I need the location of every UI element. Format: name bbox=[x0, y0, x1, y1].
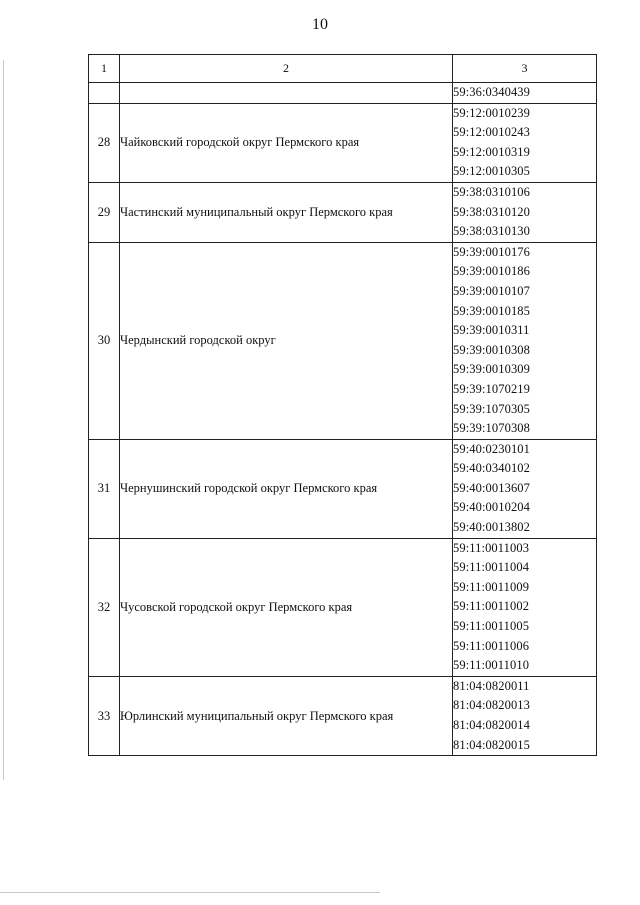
table-row bbox=[89, 676, 597, 755]
cadastral-code: 81:04:0820015 bbox=[453, 737, 530, 752]
cadastral-code: 59:40:0013802 bbox=[453, 520, 530, 535]
row-number-cell: 30 bbox=[89, 242, 120, 439]
cadastral-code: 59:11:0011006 bbox=[453, 638, 530, 653]
table-header-row bbox=[89, 55, 597, 83]
cadastral-codes-cell bbox=[453, 103, 597, 182]
scan-edge-line bbox=[3, 60, 4, 780]
table-body bbox=[89, 83, 597, 756]
cadastral-code: 59:12:0010243 bbox=[453, 125, 530, 140]
column-header-1: 1 bbox=[89, 55, 120, 83]
cadastral-table bbox=[88, 54, 597, 756]
column-header-3: 3 bbox=[453, 55, 597, 83]
cadastral-codes-cell bbox=[453, 538, 597, 676]
cadastral-codes-cell bbox=[453, 439, 597, 538]
cadastral-code: 81:04:0820013 bbox=[453, 698, 530, 713]
cadastral-code: 59:38:0310120 bbox=[453, 204, 530, 219]
cadastral-code: 59:36:0340439 bbox=[453, 85, 530, 99]
cadastral-code: 81:04:0820011 bbox=[453, 678, 530, 693]
cadastral-code: 59:12:0010319 bbox=[453, 144, 530, 159]
table-row bbox=[89, 103, 597, 182]
cadastral-codes-cell bbox=[453, 242, 597, 439]
cadastral-code: 59:39:0010185 bbox=[453, 303, 530, 318]
cadastral-code: 59:11:0011004 bbox=[453, 560, 530, 575]
municipality-name-cell: Частинский муниципальный округ Пермского края bbox=[120, 182, 453, 242]
cadastral-code: 59:39:0010309 bbox=[453, 362, 530, 377]
municipality-name-cell: Юрлинский муниципальный округ Пермского края bbox=[120, 676, 453, 755]
municipality-name-cell: Чердынский городской округ bbox=[120, 242, 453, 439]
cadastral-code: 59:11:0011002 bbox=[453, 599, 530, 614]
cadastral-code: 59:39:0010308 bbox=[453, 342, 530, 357]
cadastral-code: 81:04:0820014 bbox=[453, 718, 530, 732]
municipality-name-cell: Чайковский городской округ Пермского края bbox=[120, 103, 453, 182]
cadastral-code: 59:39:0010176 bbox=[453, 244, 530, 259]
cadastral-code: 59:11:0011010 bbox=[453, 658, 530, 673]
column-header-2: 2 bbox=[120, 55, 453, 83]
cadastral-code: 59:40:0013607 bbox=[453, 480, 530, 495]
row-number-cell: 28 bbox=[89, 103, 120, 182]
cadastral-code: 59:11:0011009 bbox=[453, 579, 530, 594]
row-number-cell: 32 bbox=[89, 538, 120, 676]
municipality-name-cell: Чусовской городской округ Пермского края bbox=[120, 538, 453, 676]
cadastral-code: 59:11:0011003 bbox=[453, 540, 530, 555]
cadastral-codes-cell bbox=[453, 182, 597, 242]
row-number-cell: 31 bbox=[89, 439, 120, 538]
cadastral-codes-cell bbox=[453, 676, 597, 755]
table-row bbox=[89, 538, 597, 676]
cadastral-code: 59:38:0310106 bbox=[453, 184, 530, 199]
cadastral-code: 59:39:0010107 bbox=[453, 283, 530, 298]
cadastral-code: 59:39:0010186 bbox=[453, 264, 530, 279]
page-number: 10 bbox=[312, 16, 328, 33]
cadastral-code: 59:39:1070305 bbox=[453, 401, 530, 416]
cadastral-code: 59:12:0010239 bbox=[453, 105, 530, 120]
cadastral-code: 59:39:1070219 bbox=[453, 381, 530, 396]
municipality-name-cell bbox=[120, 83, 453, 104]
row-number-cell bbox=[89, 83, 120, 104]
table-row bbox=[89, 83, 597, 104]
cadastral-code: 59:40:0010204 bbox=[453, 500, 530, 515]
table-row bbox=[89, 242, 597, 439]
cadastral-code: 59:39:1070308 bbox=[453, 421, 530, 436]
table-row bbox=[89, 182, 597, 242]
cadastral-code: 59:40:0230101 bbox=[453, 441, 530, 456]
row-number-cell: 33 bbox=[89, 676, 120, 755]
cadastral-code: 59:38:0310130 bbox=[453, 224, 530, 239]
cadastral-code: 59:11:0011005 bbox=[453, 619, 530, 634]
scan-bottom-line bbox=[0, 892, 380, 893]
cadastral-code: 59:12:0010305 bbox=[453, 164, 530, 179]
cadastral-codes-cell bbox=[453, 83, 597, 104]
cadastral-code: 59:39:0010311 bbox=[453, 323, 530, 338]
row-number-cell: 29 bbox=[89, 182, 120, 242]
municipality-name-cell: Чернушинский городской округ Пермского края bbox=[120, 439, 453, 538]
table-row bbox=[89, 439, 597, 538]
cadastral-code: 59:40:0340102 bbox=[453, 461, 530, 476]
